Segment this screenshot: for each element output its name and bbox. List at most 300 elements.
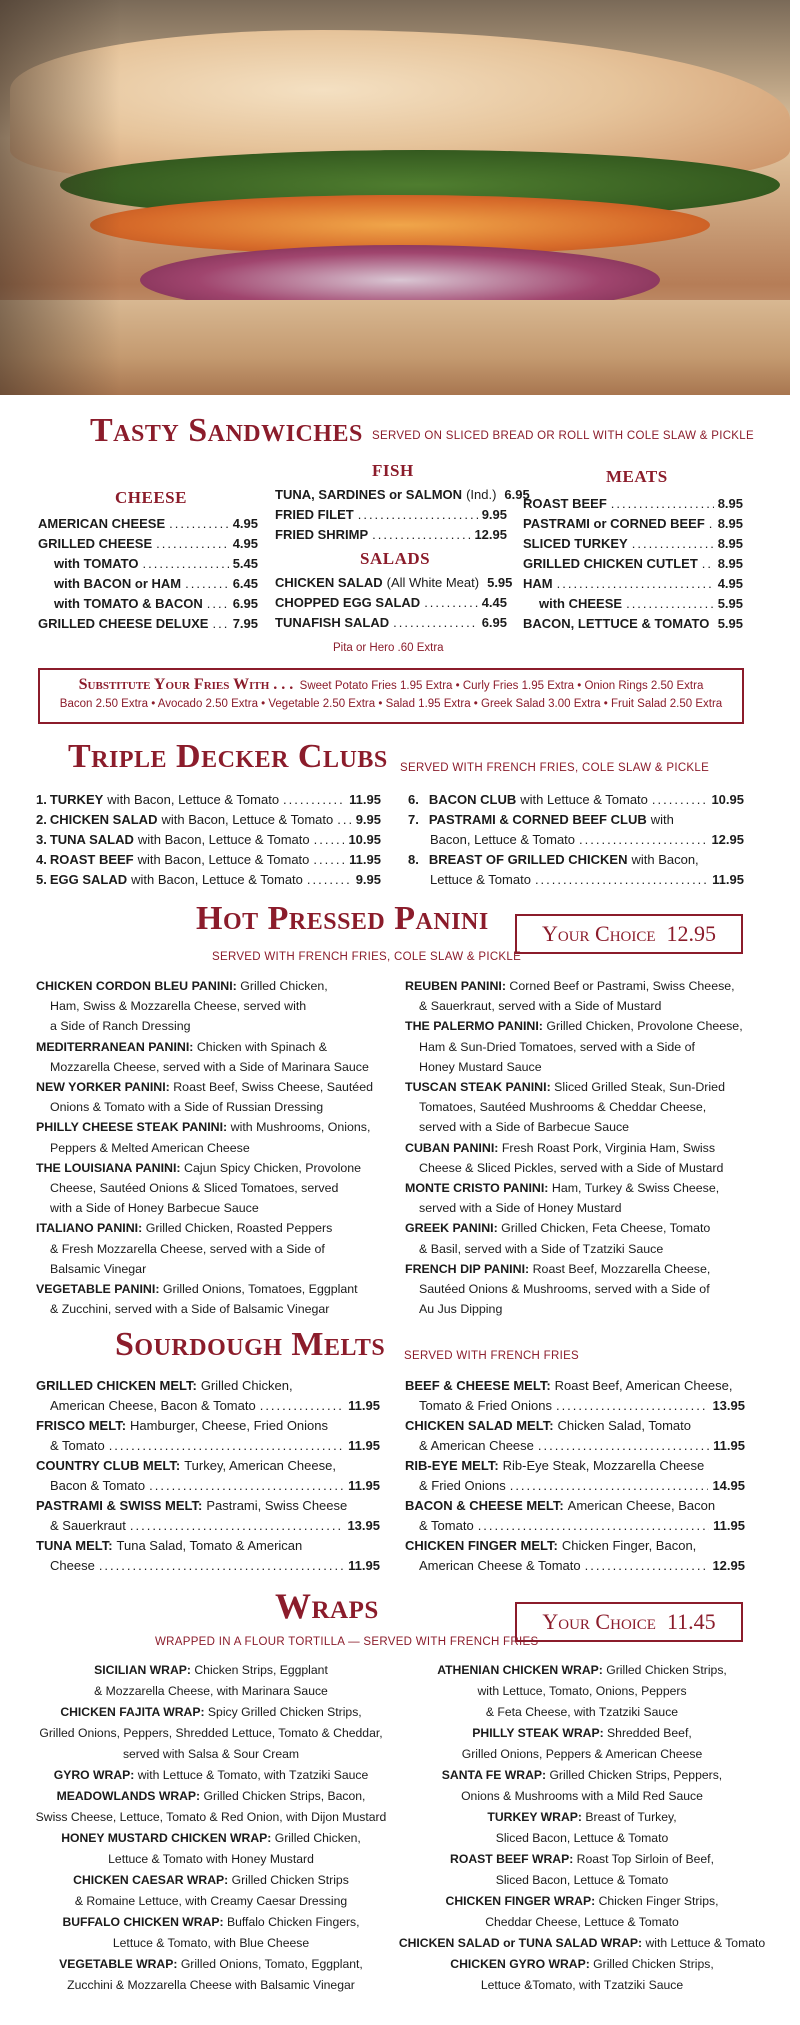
cheese-list bbox=[38, 514, 258, 634]
melt-desc: Turkey, American Cheese, bbox=[184, 1458, 336, 1473]
dot-leader bbox=[283, 790, 345, 810]
melt-name: GRILLED CHICKEN MELT: bbox=[36, 1378, 197, 1393]
melt-name: PASTRAMI & SWISS MELT: bbox=[36, 1498, 203, 1513]
melt-name: CHICKEN SALAD MELT: bbox=[405, 1418, 554, 1433]
wrap-desc: Grilled Chicken Strips, Peppers, bbox=[549, 1768, 723, 1782]
dot-leader bbox=[372, 525, 470, 545]
wrap-desc-cont: Sliced Bacon, Lettuce & Tomato bbox=[495, 1873, 669, 1887]
wrap-line bbox=[22, 1786, 400, 1807]
wrap-item bbox=[392, 1954, 772, 1996]
wrap-desc: Grilled Chicken Strips, Bacon, bbox=[203, 1789, 366, 1803]
dot-leader bbox=[611, 494, 714, 514]
panini-line bbox=[405, 1077, 750, 1097]
club-number: 3. bbox=[36, 832, 47, 847]
panini-desc: Corned Beef or Pastrami, Swiss Cheese, bbox=[509, 979, 735, 993]
wrap-item bbox=[392, 1933, 772, 1954]
fish-heading: FISH bbox=[372, 461, 414, 480]
club-number: 7. bbox=[408, 812, 419, 827]
panini-left-list bbox=[36, 976, 391, 1319]
wrap-item bbox=[22, 1828, 400, 1870]
club-number: 1. bbox=[36, 792, 47, 807]
melt-desc-cont: Tomato & Fried Onions bbox=[419, 1398, 552, 1413]
panini-item bbox=[36, 1077, 391, 1117]
panini-desc-cont: Ham & Sun-Dried Tomatoes, served with a Side of bbox=[419, 1039, 695, 1054]
panini-name: MEDITERRANEAN PANINI: bbox=[36, 1039, 194, 1054]
item-price: 5.45 bbox=[232, 556, 258, 571]
melt-name: BEEF & CHEESE MELT: bbox=[405, 1378, 551, 1393]
wrap-line bbox=[22, 1765, 400, 1786]
panini-choice-price: 12.95 bbox=[666, 921, 717, 946]
sandwiches-subtitle: SERVED ON SLICED BREAD OR ROLL WITH COLE SLAW & PICKLE bbox=[372, 430, 754, 442]
dot-leader bbox=[149, 1476, 344, 1496]
item-price: 4.45 bbox=[481, 595, 507, 610]
wrap-desc: Spicy Grilled Chicken Strips, bbox=[207, 1705, 362, 1719]
panini-item bbox=[36, 1158, 391, 1219]
panini-item bbox=[36, 1218, 391, 1279]
melt-name: BACON & CHEESE MELT: bbox=[405, 1498, 564, 1513]
panini-line bbox=[36, 1037, 391, 1057]
wrap-desc: with Lettuce & Tomato bbox=[645, 1936, 766, 1950]
wrap-desc-cont: served with Salsa & Sour Cream bbox=[122, 1747, 300, 1761]
wrap-desc: Grilled Chicken Strips, bbox=[593, 1957, 714, 1971]
melt-desc-cont: & Sauerkraut bbox=[50, 1518, 126, 1533]
panini-desc-cont: a Side of Ranch Dressing bbox=[50, 1019, 191, 1034]
substitute-line2: Bacon 2.50 Extra • Avocado 2.50 Extra • Vegetable 2.50 Extra • Salad 1.95 Extra • Greek Salad 3.00 Extra • Fruit Salad 2.50 Extra bbox=[59, 698, 723, 710]
melt-name: COUNTRY CLUB MELT: bbox=[36, 1458, 181, 1473]
melt-item-cont bbox=[36, 1396, 380, 1416]
club-number: 6. bbox=[408, 792, 419, 807]
club-name: ROAST BEEF bbox=[49, 852, 134, 867]
wrap-desc-cont: Lettuce & Tomato with Honey Mustard bbox=[108, 1852, 314, 1866]
dot-leader bbox=[424, 593, 478, 613]
club-desc: with Bacon, Lettuce & Tomato bbox=[137, 852, 310, 867]
club-number: 5. bbox=[36, 872, 47, 887]
wrap-desc-cont: with Lettuce, Tomato, Onions, Peppers bbox=[477, 1684, 687, 1698]
club-name: CHICKEN SALAD bbox=[49, 812, 158, 827]
item-name: GRILLED CHEESE bbox=[38, 536, 153, 551]
melts-left-list bbox=[36, 1376, 380, 1576]
panini-desc: Grilled Onions, Tomatoes, Eggplant bbox=[162, 1282, 358, 1297]
panini-item bbox=[36, 1279, 391, 1319]
wrap-item bbox=[392, 1891, 772, 1933]
melt-price: 12.95 bbox=[712, 1558, 745, 1573]
wraps-choice-box bbox=[515, 1602, 743, 1642]
melt-item bbox=[36, 1416, 380, 1436]
melt-price: 11.95 bbox=[348, 1478, 380, 1493]
wrap-desc: Grilled Chicken Strips, bbox=[606, 1663, 727, 1677]
dot-leader bbox=[314, 830, 345, 850]
menu-item bbox=[275, 485, 530, 505]
wrap-desc-cont: Grilled Onions, Peppers, Shredded Lettuce, Tomato & Cheddar, bbox=[39, 1726, 383, 1740]
dot-leader bbox=[337, 810, 351, 830]
panini-desc: Grilled Chicken, Feta Cheese, Tomato bbox=[501, 1221, 711, 1236]
wrap-item bbox=[22, 1954, 400, 1996]
panini-desc-cont: Honey Mustard Sauce bbox=[419, 1059, 542, 1074]
substitute-box bbox=[38, 668, 744, 724]
melt-item bbox=[405, 1376, 745, 1396]
panini-line bbox=[405, 1259, 750, 1279]
wrap-name: BUFFALO CHICKEN WRAP: bbox=[62, 1915, 224, 1929]
salads-list bbox=[275, 573, 513, 633]
panini-desc-cont: Peppers & Melted American Cheese bbox=[50, 1140, 250, 1155]
panini-name: REUBEN PANINI: bbox=[405, 979, 506, 993]
club-desc-cont: Bacon, Lettuce & Tomato bbox=[430, 832, 576, 847]
item-name: with BACON or HAM bbox=[54, 576, 182, 591]
menu-item bbox=[523, 574, 743, 594]
wrap-name: TURKEY WRAP: bbox=[487, 1810, 582, 1824]
wrap-line bbox=[392, 1807, 772, 1828]
melt-desc-cont: Cheese bbox=[50, 1558, 95, 1573]
wraps-choice-label: Your Choice bbox=[542, 1609, 656, 1634]
panini-desc: Chicken with Spinach & bbox=[196, 1039, 328, 1054]
club-name: PASTRAMI & CORNED BEEF CLUB bbox=[428, 812, 647, 827]
salads-heading: SALADS bbox=[360, 549, 431, 568]
dot-leader bbox=[207, 594, 229, 614]
melt-item-cont bbox=[405, 1396, 745, 1416]
item-price: 4.95 bbox=[232, 516, 258, 531]
melt-desc-cont: American Cheese, Bacon & Tomato bbox=[50, 1398, 256, 1413]
panini-name: PHILLY CHEESE STEAK PANINI: bbox=[36, 1120, 228, 1135]
menu-item bbox=[275, 613, 507, 633]
dot-leader bbox=[143, 554, 229, 574]
dot-leader bbox=[393, 613, 478, 633]
melt-item bbox=[36, 1376, 380, 1396]
club-price: 11.95 bbox=[349, 792, 381, 807]
panini-desc-cont: served with a Side of Barbecue Sauce bbox=[419, 1120, 630, 1135]
wrap-name: CHICKEN FAJITA WRAP: bbox=[60, 1705, 205, 1719]
panini-item bbox=[36, 1037, 391, 1077]
wrap-line bbox=[22, 1660, 400, 1681]
wrap-item bbox=[22, 1870, 400, 1912]
melt-item-cont bbox=[36, 1436, 380, 1456]
melt-price: 13.95 bbox=[347, 1518, 380, 1533]
panini-name: FRENCH DIP PANINI: bbox=[405, 1261, 530, 1276]
wrap-desc: Chicken Strips, Eggplant bbox=[194, 1663, 328, 1677]
panini-item bbox=[405, 1016, 750, 1077]
wrap-name: SICILIAN WRAP: bbox=[94, 1663, 191, 1677]
panini-item bbox=[36, 1117, 391, 1157]
panini-desc-cont: Au Jus Dipping bbox=[419, 1302, 503, 1317]
item-name: FRIED SHRIMP bbox=[275, 527, 369, 542]
panini-desc: Roast Beef, Swiss Cheese, Sautéed bbox=[173, 1080, 373, 1095]
wrap-desc-cont: & Feta Cheese, with Tzatziki Sauce bbox=[485, 1705, 679, 1719]
panini-choice-box bbox=[515, 914, 743, 954]
panini-subtitle: SERVED WITH FRENCH FRIES, COLE SLAW & PICKLE bbox=[212, 951, 522, 963]
wrap-line bbox=[392, 1954, 772, 1975]
menu-item bbox=[523, 494, 743, 514]
cheese-heading: CHEESE bbox=[115, 488, 187, 507]
dot-leader bbox=[99, 1556, 344, 1576]
panini-name: MONTE CRISTO PANINI: bbox=[405, 1181, 549, 1196]
wrap-name: SANTA FE WRAP: bbox=[441, 1768, 547, 1782]
club-price: 12.95 bbox=[711, 832, 744, 847]
panini-item bbox=[405, 1178, 750, 1218]
melt-item bbox=[36, 1496, 380, 1516]
melt-desc: Roast Beef, American Cheese, bbox=[554, 1378, 733, 1393]
club-item-cont bbox=[408, 830, 744, 850]
panini-line bbox=[405, 1138, 750, 1158]
panini-desc: Fresh Roast Pork, Virginia Ham, Swiss bbox=[501, 1140, 716, 1155]
club-item-cont bbox=[408, 870, 744, 890]
club-name: TUNA SALAD bbox=[49, 832, 134, 847]
item-name: AMERICAN CHEESE bbox=[38, 516, 166, 531]
panini-desc: Ham, Turkey & Swiss Cheese, bbox=[551, 1181, 720, 1196]
club-item bbox=[36, 850, 381, 870]
item-price: 8.95 bbox=[717, 496, 743, 511]
menu-item bbox=[38, 514, 258, 534]
panini-line bbox=[405, 976, 750, 996]
dot-leader bbox=[109, 1436, 344, 1456]
club-desc: with bbox=[650, 812, 674, 827]
melt-price: 14.95 bbox=[712, 1478, 745, 1493]
dot-leader bbox=[557, 574, 714, 594]
melt-desc: Chicken Salad, Tomato bbox=[557, 1418, 691, 1433]
melt-desc-cont: & Fried Onions bbox=[419, 1478, 506, 1493]
item-price: 12.95 bbox=[474, 527, 507, 542]
melt-desc: Rib-Eye Steak, Mozzarella Cheese bbox=[502, 1458, 705, 1473]
club-price: 11.95 bbox=[712, 872, 744, 887]
wrap-line bbox=[392, 1660, 772, 1681]
item-price: 8.95 bbox=[717, 556, 743, 571]
panini-name: CUBAN PANINI: bbox=[405, 1140, 499, 1155]
panini-desc: Grilled Chicken, bbox=[240, 979, 328, 993]
club-desc: with Bacon, Lettuce & Tomato bbox=[131, 872, 303, 887]
wrap-desc-cont: Cheddar Cheese, Lettuce & Tomato bbox=[485, 1915, 679, 1929]
sandwich-photo bbox=[0, 0, 790, 395]
panini-line bbox=[405, 1178, 750, 1198]
melt-desc: Hamburger, Cheese, Fried Onions bbox=[130, 1418, 329, 1433]
melt-item-cont bbox=[36, 1516, 380, 1536]
melt-price: 11.95 bbox=[348, 1438, 380, 1453]
wrap-line bbox=[392, 1849, 772, 1870]
wrap-name: HONEY MUSTARD CHICKEN WRAP: bbox=[61, 1831, 272, 1845]
panini-item bbox=[405, 1138, 750, 1178]
menu-item bbox=[523, 594, 743, 614]
wrap-desc-cont: Lettuce &Tomato, with Tzatziki Sauce bbox=[480, 1978, 684, 1992]
club-price: 9.95 bbox=[355, 812, 381, 827]
wraps-left-list bbox=[22, 1660, 400, 1996]
club-item bbox=[36, 830, 381, 850]
item-name: CHICKEN SALAD bbox=[275, 575, 383, 590]
clubs-title: Triple Decker Clubs bbox=[68, 738, 388, 775]
wrap-desc-cont: Sliced Bacon, Lettuce & Tomato bbox=[495, 1831, 669, 1845]
club-price: 9.95 bbox=[355, 872, 381, 887]
melt-item-cont bbox=[36, 1476, 380, 1496]
panini-item bbox=[405, 1218, 750, 1258]
dot-leader bbox=[130, 1516, 344, 1536]
wrap-desc-cont: & Mozzarella Cheese, with Marinara Sauce bbox=[94, 1684, 328, 1698]
wrap-name: MEADOWLANDS WRAP: bbox=[56, 1789, 201, 1803]
melt-name: TUNA MELT: bbox=[36, 1538, 113, 1553]
panini-desc: Sliced Grilled Steak, Sun-Dried bbox=[554, 1080, 725, 1095]
dot-leader bbox=[585, 1556, 709, 1576]
panini-desc-cont: with a Side of Honey Barbecue Sauce bbox=[50, 1201, 259, 1216]
item-price: 4.95 bbox=[232, 536, 258, 551]
panini-title: Hot Pressed Panini bbox=[196, 900, 489, 937]
panini-line bbox=[36, 1279, 391, 1299]
item-name: PASTRAMI or CORNED BEEF bbox=[523, 516, 705, 531]
meats-list bbox=[523, 494, 743, 634]
panini-name: TUSCAN STEAK PANINI: bbox=[405, 1080, 551, 1095]
wrap-name: CHICKEN FINGER WRAP: bbox=[445, 1894, 596, 1908]
wraps-title: Wraps bbox=[275, 1586, 379, 1626]
melt-price: 11.95 bbox=[713, 1518, 745, 1533]
melt-item bbox=[405, 1416, 745, 1436]
melts-subtitle: SERVED WITH FRENCH FRIES bbox=[404, 1350, 580, 1362]
dot-leader bbox=[632, 534, 714, 554]
clubs-subtitle: SERVED WITH FRENCH FRIES, COLE SLAW & PICKLE bbox=[400, 762, 710, 774]
clubs-left-list bbox=[36, 790, 381, 890]
melt-item-cont bbox=[36, 1556, 380, 1576]
club-number: 2. bbox=[36, 812, 47, 827]
club-item bbox=[408, 850, 744, 870]
menu-item bbox=[275, 593, 507, 613]
wrap-item bbox=[22, 1660, 400, 1702]
melt-desc: Grilled Chicken, bbox=[200, 1378, 293, 1393]
item-price: 6.95 bbox=[504, 487, 530, 502]
dot-leader bbox=[156, 534, 229, 554]
menu-item bbox=[275, 505, 507, 525]
panini-desc: Grilled Chicken, Roasted Peppers bbox=[145, 1221, 333, 1236]
club-name: TURKEY bbox=[49, 792, 104, 807]
wrap-desc: Breast of Turkey, bbox=[585, 1810, 677, 1824]
melts-title: Sourdough Melts bbox=[115, 1326, 386, 1363]
item-extra: (All White Meat) bbox=[386, 575, 480, 590]
item-price: 8.95 bbox=[717, 536, 743, 551]
melt-item bbox=[405, 1536, 745, 1556]
menu-item bbox=[38, 594, 258, 614]
melt-price: 11.95 bbox=[348, 1398, 380, 1413]
wrap-name: CHICKEN SALAD or TUNA SALAD WRAP: bbox=[398, 1936, 643, 1950]
wrap-desc: Grilled Chicken Strips bbox=[231, 1873, 349, 1887]
club-item bbox=[408, 790, 744, 810]
wrap-item bbox=[392, 1765, 772, 1807]
club-item bbox=[408, 810, 744, 830]
dot-leader bbox=[510, 1476, 709, 1496]
wrap-desc-cont: & Romaine Lettuce, with Creamy Caesar Dressing bbox=[74, 1894, 348, 1908]
panini-desc-cont: & Zucchini, served with a Side of Balsamic Vinegar bbox=[50, 1302, 330, 1317]
wrap-desc: Grilled Chicken, bbox=[274, 1831, 361, 1845]
dot-leader bbox=[478, 1516, 709, 1536]
club-number: 8. bbox=[408, 852, 419, 867]
panini-line bbox=[405, 1218, 750, 1238]
panini-desc: Grilled Chicken, Provolone Cheese, bbox=[546, 1019, 743, 1034]
wrap-desc: Chicken Finger Strips, bbox=[598, 1894, 719, 1908]
item-price: 9.95 bbox=[481, 507, 507, 522]
menu-item bbox=[38, 614, 258, 634]
meats-heading: MEATS bbox=[606, 467, 668, 486]
wrap-line bbox=[392, 1765, 772, 1786]
wrap-desc-cont: Swiss Cheese, Lettuce, Tomato & Red Onion, with Dijon Mustard bbox=[35, 1810, 387, 1824]
item-name: FRIED FILET bbox=[275, 507, 354, 522]
club-price: 11.95 bbox=[349, 852, 381, 867]
club-name: BACON CLUB bbox=[428, 792, 517, 807]
panini-name: THE PALERMO PANINI: bbox=[405, 1019, 543, 1034]
dot-leader bbox=[652, 790, 708, 810]
menu-item bbox=[38, 554, 258, 574]
panini-name: ITALIANO PANINI: bbox=[36, 1221, 143, 1236]
melt-name: CHICKEN FINGER MELT: bbox=[405, 1538, 558, 1553]
wrap-item bbox=[392, 1660, 772, 1723]
wrap-line bbox=[22, 1912, 400, 1933]
dot-leader bbox=[212, 614, 228, 634]
wrap-item bbox=[22, 1765, 400, 1786]
item-price: 5.95 bbox=[717, 596, 743, 611]
panini-line bbox=[36, 1218, 391, 1238]
club-desc: with Bacon, bbox=[631, 852, 699, 867]
wrap-line bbox=[392, 1723, 772, 1744]
item-price: 6.95 bbox=[232, 596, 258, 611]
club-item bbox=[36, 810, 381, 830]
wrap-item bbox=[22, 1912, 400, 1954]
panini-desc-cont: served with a Side of Honey Mustard bbox=[419, 1201, 622, 1216]
wrap-desc-cont: Zucchini & Mozzarella Cheese with Balsamic Vinegar bbox=[67, 1978, 355, 1992]
melt-price: 11.95 bbox=[348, 1558, 380, 1573]
panini-desc-cont: Tomatoes, Sautéed Mushrooms & Cheddar Cheese, bbox=[419, 1100, 707, 1115]
melt-item bbox=[405, 1496, 745, 1516]
wrap-name: ROAST BEEF WRAP: bbox=[450, 1852, 574, 1866]
panini-desc: Roast Beef, Mozzarella Cheese, bbox=[532, 1261, 711, 1276]
item-price: 8.95 bbox=[717, 516, 743, 531]
wrap-name: CHICKEN CAESAR WRAP: bbox=[73, 1873, 229, 1887]
club-item bbox=[36, 790, 381, 810]
item-price: 5.95 bbox=[487, 575, 513, 590]
item-name: CHOPPED EGG SALAD bbox=[275, 595, 421, 610]
dot-leader bbox=[307, 870, 352, 890]
wrap-line bbox=[22, 1702, 400, 1723]
panini-desc-cont: Cheese & Sliced Pickles, served with a Side of Mustard bbox=[419, 1160, 724, 1175]
panini-name: GREEK PANINI: bbox=[405, 1221, 498, 1236]
club-number: 4. bbox=[36, 852, 47, 867]
melt-name: RIB-EYE MELT: bbox=[405, 1458, 499, 1473]
melt-item-cont bbox=[405, 1436, 745, 1456]
panini-desc-cont: & Fresh Mozzarella Cheese, served with a Side of bbox=[50, 1241, 325, 1256]
melts-right-list bbox=[405, 1376, 745, 1576]
panini-item bbox=[36, 976, 391, 1037]
item-name: GRILLED CHEESE DELUXE bbox=[38, 616, 209, 631]
panini-name: THE LOUISIANA PANINI: bbox=[36, 1160, 181, 1175]
dot-leader bbox=[579, 830, 707, 850]
item-name: with TOMATO bbox=[54, 556, 139, 571]
melt-item bbox=[405, 1456, 745, 1476]
menu-item bbox=[275, 525, 507, 545]
item-name: TUNAFISH SALAD bbox=[275, 615, 390, 630]
melt-desc: Tuna Salad, Tomato & American bbox=[116, 1538, 303, 1553]
dot-leader bbox=[358, 505, 478, 525]
wrap-item bbox=[392, 1807, 772, 1849]
melt-desc: Pastrami, Swiss Cheese bbox=[206, 1498, 348, 1513]
item-name: SLICED TURKEY bbox=[523, 536, 628, 551]
panini-name: NEW YORKER PANINI: bbox=[36, 1080, 170, 1095]
dot-leader bbox=[169, 514, 229, 534]
dot-leader bbox=[538, 1436, 709, 1456]
wrap-item bbox=[22, 1786, 400, 1828]
item-name: with TOMATO & BACON bbox=[54, 596, 203, 611]
melt-desc-cont: & Tomato bbox=[50, 1438, 105, 1453]
melt-price: 11.95 bbox=[713, 1438, 745, 1453]
dot-leader bbox=[535, 870, 708, 890]
wrap-name: CHICKEN GYRO WRAP: bbox=[450, 1957, 590, 1971]
pita-note: Pita or Hero .60 Extra bbox=[333, 642, 444, 654]
club-desc: with Bacon, Lettuce & Tomato bbox=[137, 832, 310, 847]
menu-item bbox=[275, 573, 513, 593]
panini-choice-label: Your Choice bbox=[541, 921, 656, 946]
club-price: 10.95 bbox=[711, 792, 744, 807]
item-name: with CHEESE bbox=[539, 596, 623, 611]
dot-leader bbox=[702, 554, 714, 574]
dot-leader bbox=[709, 514, 714, 534]
wrap-name: PHILLY STEAK WRAP: bbox=[472, 1726, 604, 1740]
